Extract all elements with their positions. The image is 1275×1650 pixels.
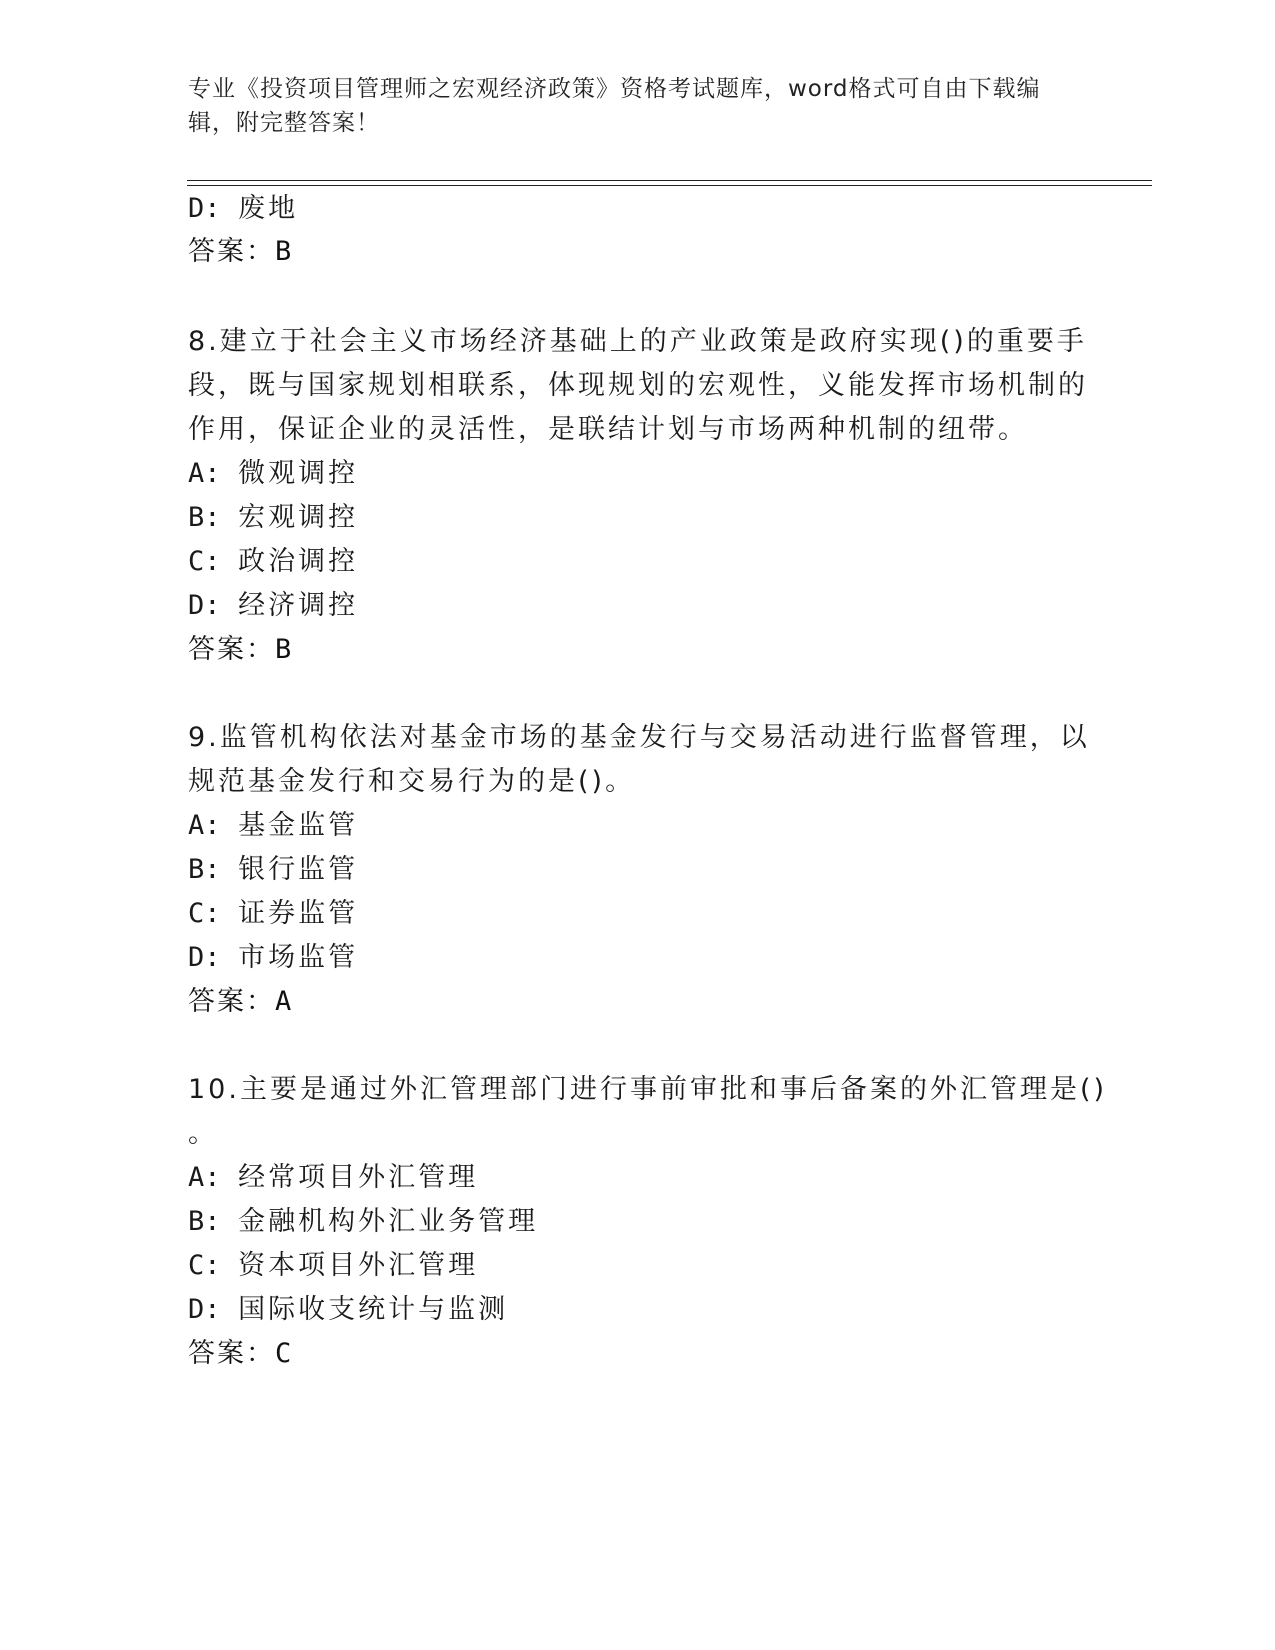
option-label: C: xyxy=(188,898,221,929)
option-label: A: xyxy=(188,1162,221,1193)
question-10-option-b xyxy=(188,1204,538,1240)
header-rule-bottom xyxy=(187,185,1152,186)
option-text: 微观调控 xyxy=(238,458,359,489)
option-label: D: xyxy=(188,942,221,973)
question-10-answer xyxy=(188,1336,293,1372)
question-9-stem-line-2: 规范基金发行和交易行为的是()。 xyxy=(188,766,636,797)
question-8-option-b xyxy=(188,500,358,536)
question-10-option-c xyxy=(188,1248,478,1284)
option-label: B: xyxy=(188,502,221,533)
question-8-option-d xyxy=(188,588,358,624)
question-9-answer xyxy=(188,984,293,1020)
question-8-option-a xyxy=(188,456,358,492)
option-text: 证券监管 xyxy=(238,898,359,929)
option-text: 政治调控 xyxy=(238,546,359,577)
prev-answer xyxy=(188,234,293,270)
option-label: D: xyxy=(188,193,221,224)
option-text: 银行监管 xyxy=(238,854,359,885)
question-10-stem-line-1: 10.主要是通过外汇管理部门进行事前审批和事后备案的外汇管理是() xyxy=(188,1074,1108,1105)
header-line-2: 辑，附完整答案！ xyxy=(188,110,380,136)
option-text: 经常项目外汇管理 xyxy=(238,1162,479,1193)
question-10-option-d xyxy=(188,1292,508,1328)
answer-label: 答案： xyxy=(188,986,275,1017)
question-9-option-b xyxy=(188,852,358,888)
header-line-1: 专业《投资项目管理师之宏观经济政策》资格考试题库，word格式可自由下载编 xyxy=(188,76,1041,102)
answer-label: 答案： xyxy=(188,1338,275,1369)
question-8-option-c xyxy=(188,544,358,580)
option-text: 市场监管 xyxy=(238,942,359,973)
question-8-answer xyxy=(188,632,293,668)
answer-value: C xyxy=(275,1338,294,1369)
option-label: C: xyxy=(188,546,221,577)
option-label: C: xyxy=(188,1250,221,1281)
question-8-stem-line-1: 8.建立于社会主义市场经济基础上的产业政策是政府实现()的重要手 xyxy=(188,326,1087,357)
prev-option-d xyxy=(188,191,298,227)
option-text: 宏观调控 xyxy=(238,502,359,533)
document-header xyxy=(188,72,1068,140)
option-text: 国际收支统计与监测 xyxy=(238,1294,509,1325)
option-label: B: xyxy=(188,1206,221,1237)
option-text: 废地 xyxy=(238,193,299,224)
question-8-stem-line-2: 段，既与国家规划相联系，体现规划的宏观性，义能发挥市场机制的 xyxy=(188,370,1088,401)
header-rule-top xyxy=(187,180,1152,181)
option-text: 经济调控 xyxy=(238,590,359,621)
answer-value: A xyxy=(275,986,294,1017)
option-label: D: xyxy=(188,1294,221,1325)
option-label: A: xyxy=(188,810,221,841)
option-text: 资本项目外汇管理 xyxy=(238,1250,479,1281)
option-text: 基金监管 xyxy=(238,810,359,841)
option-label: B: xyxy=(188,854,221,885)
question-9-option-d xyxy=(188,940,358,976)
option-label: D: xyxy=(188,590,221,621)
answer-value: B xyxy=(275,236,294,267)
question-8-stem-line-3: 作用，保证企业的灵活性，是联结计划与市场两种机制的纽带。 xyxy=(188,414,1028,445)
question-9-option-c xyxy=(188,896,358,932)
question-10-option-a xyxy=(188,1160,478,1196)
question-9-option-a xyxy=(188,808,358,844)
option-text: 金融机构外汇业务管理 xyxy=(238,1206,539,1237)
option-label: A: xyxy=(188,458,221,489)
answer-label: 答案： xyxy=(188,236,275,267)
answer-value: B xyxy=(275,634,294,665)
answer-label: 答案： xyxy=(188,634,275,665)
question-10-stem-line-2: 。 xyxy=(188,1118,218,1149)
question-9-stem-line-1: 9.监管机构依法对基金市场的基金发行与交易活动进行监督管理，以 xyxy=(188,722,1090,753)
